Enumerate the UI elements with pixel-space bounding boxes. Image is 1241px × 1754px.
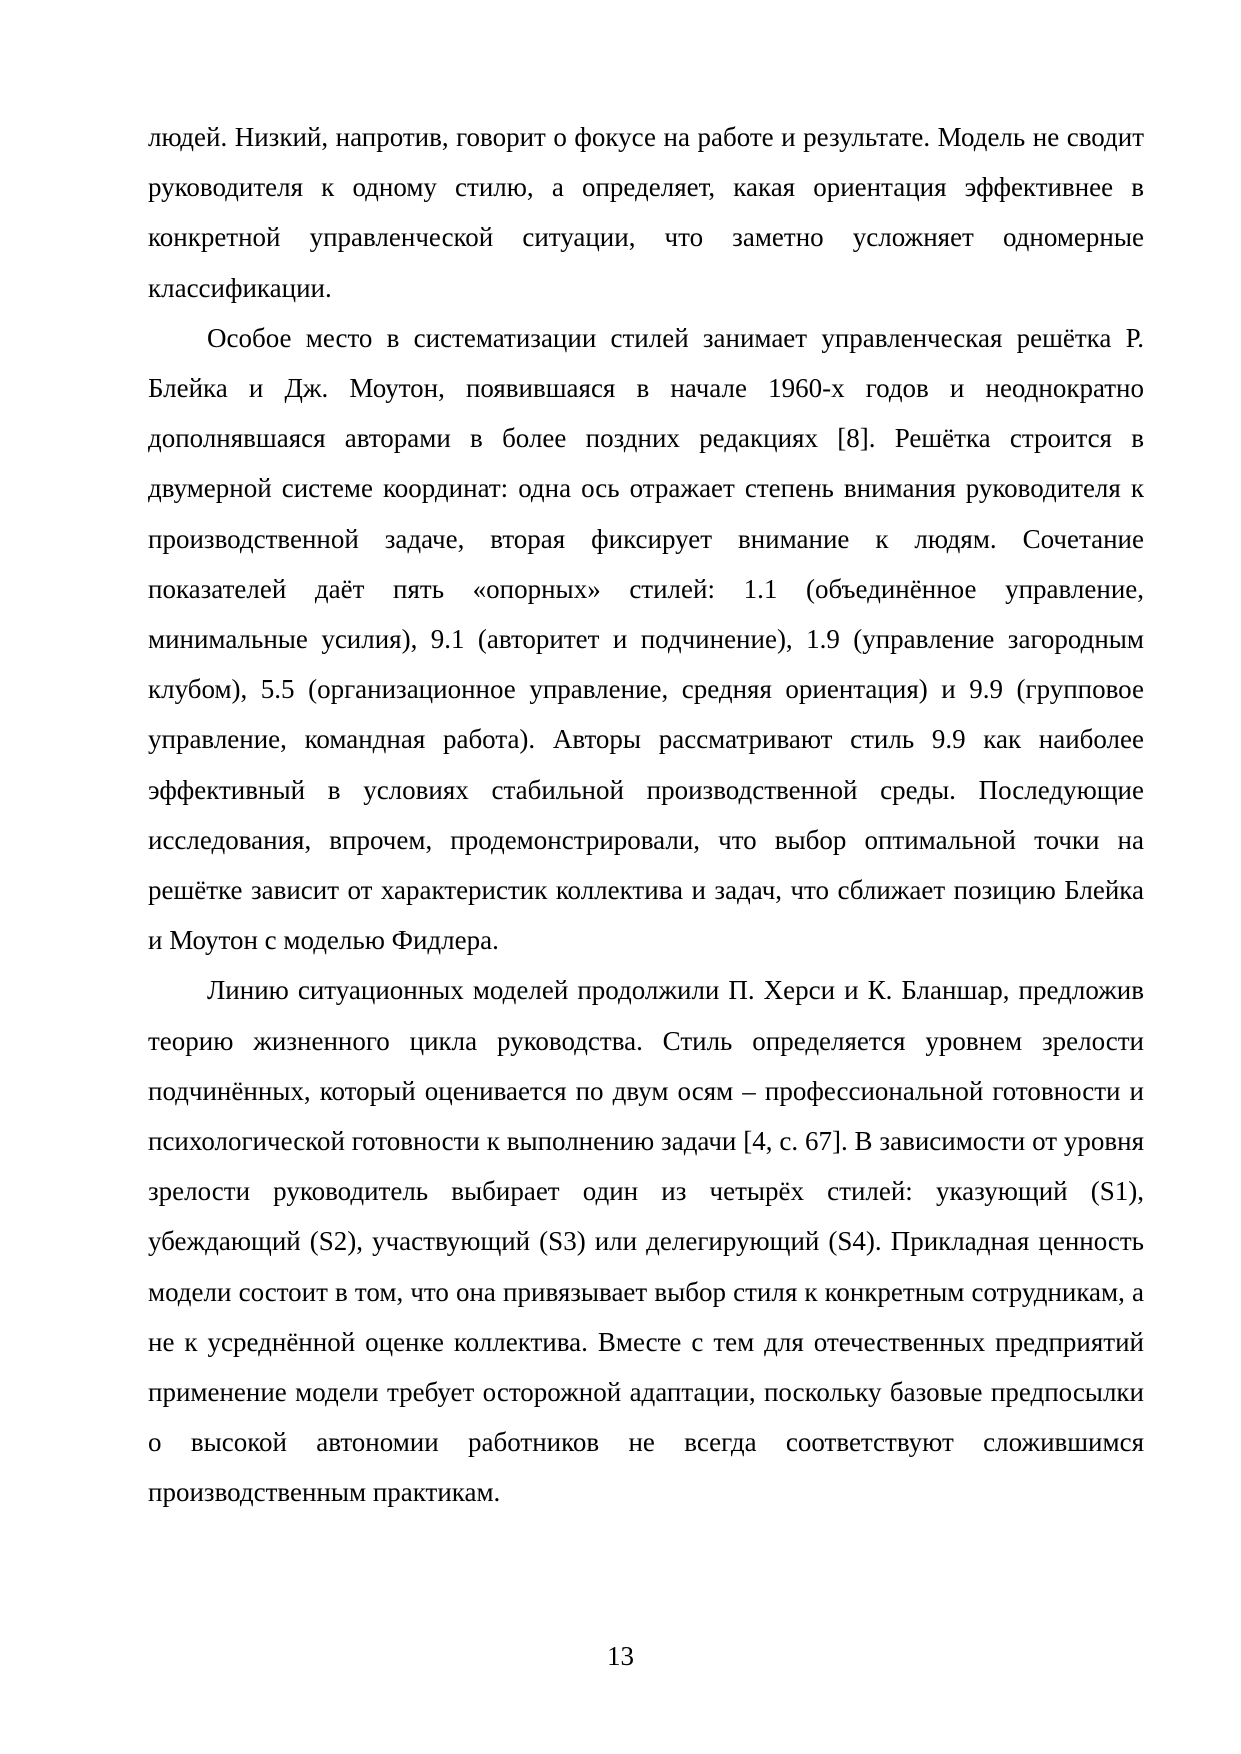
body-text — [148, 112, 1144, 1518]
paragraph-3: Линию ситуационных моделей продолжили П. Херси и К. Бланшар, предложив теорию жизненного цикла руководства. Стиль определяется уровнем зрелости подчинённых, который оценивается по двум осям – профессиональной готовности и психологической готовности к выполнению задачи [4, с. 67]. В зависимости от уровня зрелости руководитель выбирает один из четырёх стилей: указующий (S1), убеждающий (S2), участвующий (S3) или делегирующий (S4). Прикладная ценность модели состоит в том, что она привязывает выбор стиля к конкретным сотрудникам, а не к усреднённой оценке коллектива. Вместе с тем для отечественных предприятий применение модели требует осторожной адаптации, поскольку базовые предпосылки о высокой автономии работников не всегда соответствуют сложившимся производственным практикам. — [148, 975, 1144, 1508]
paragraph-2: Особое место в систематизации стилей занимает управленческая решётка Р. Блейка и Дж. Моутон, появившаяся в начале 1960-х годов и неоднократно дополнявшаяся авторами в более поздних редакциях [8]. Решётка строится в двумерной системе координат: одна ось отражает степень внимания руководителя к производственной задаче, вторая фиксирует внимание к людям. Сочетание показателей даёт пять «опорных» стилей: 1.1 (объединённое управление, минимальные усилия), 9.1 (авторитет и подчинение), 1.9 (управление загородным клубом), 5.5 (организационное управление, средняя ориентация) и 9.9 (групповое управление, командная работа). Авторы рассматривают стиль 9.9 как наиболее эффективный в условиях стабильной производственной среды. Последующие исследования, впрочем, продемонстрировали, что выбор оптимальной точки на решётке зависит от характеристик коллектива и задач, что сближает позицию Блейка и Моутон с моделью Фидлера. — [148, 322, 1144, 956]
paragraph-1: людей. Низкий, напротив, говорит о фокусе на работе и результате. Модель не сводит руководителя к одному стилю, а определяет, какая ориентация эффективнее в конкретной управленческой ситуации, что заметно усложняет одномерные классификации. — [148, 122, 1144, 303]
page-number: 13 — [607, 1641, 634, 1671]
